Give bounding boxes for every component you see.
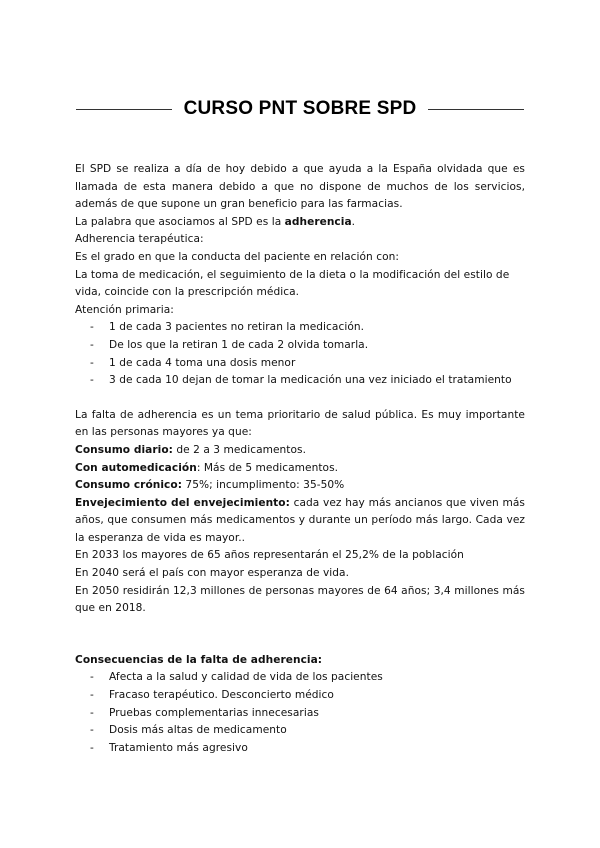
title-rule-right bbox=[428, 109, 524, 110]
consequences-heading: Consecuencias de la falta de adherencia: bbox=[75, 653, 323, 666]
definition-line: Es el grado en que la conducta del paciente en relación con: bbox=[75, 250, 399, 263]
list-item: - 1 de cada 4 toma una dosis menor bbox=[90, 356, 296, 369]
intro-paragraph: El SPD se realiza a día de hoy debido a que ayuda a la España olvidada que es llamada de esta manera debido a que no dispone de muchos de los servicios, además de que supone un gran beneficio para las farmacias. bbox=[75, 163, 525, 211]
consequences-list bbox=[75, 669, 525, 757]
spacer bbox=[75, 390, 525, 407]
primary-care-label: Atención primaria: bbox=[75, 303, 174, 316]
adherence-sentence: La palabra que asociamos al SPD es la adherencia. bbox=[75, 215, 356, 228]
page-title: CURSO PNT SOBRE SPD bbox=[183, 98, 417, 119]
chronic-consumption-line: Consumo crónico: 75%; incumplimento: 35-50% bbox=[75, 479, 345, 492]
list-item: - Fracaso terapéutico. Desconcierto médico bbox=[90, 689, 334, 702]
non-adherence-paragraph: La falta de adherencia es un tema prioritario de salud pública. Es muy importante en las personas mayores ya que: bbox=[75, 408, 525, 439]
definition-detail: La toma de medicación, el seguimiento de la dieta o la modificación del estilo de vida, coincide con la prescripción médica. bbox=[75, 268, 510, 299]
year-2040-line: En 2040 será el país con mayor esperanza de vida. bbox=[75, 567, 350, 580]
list-item: - Dosis más altas de medicamento bbox=[90, 724, 287, 737]
list-item: - Pruebas complementarias innecesarias bbox=[90, 706, 319, 719]
list-item: - De los que la retiran 1 de cada 2 olvida tomarla. bbox=[90, 338, 369, 351]
list-item: - Afecta a la salud y calidad de vida de los pacientes bbox=[90, 671, 383, 684]
adherence-keyword: adherencia bbox=[284, 215, 352, 228]
title-rule-left bbox=[76, 109, 172, 110]
aging-paragraph: Envejecimiento del envejecimiento: cada vez hay más ancianos que viven más años, que consumen más medicamentos y durante un período más largo. Cada vez la esperanza de vida es mayor.. bbox=[75, 496, 525, 544]
therapeutic-adherence-label: Adherencia terapéutica: bbox=[75, 233, 204, 246]
daily-consumption-line: Consumo diario: de 2 a 3 medicamentos. bbox=[75, 443, 307, 456]
self-medication-line: Con automedicación: Más de 5 medicamentos. bbox=[75, 461, 339, 474]
list-item: - 3 de cada 10 dejan de tomar la medicación una vez iniciado el tratamiento bbox=[90, 374, 512, 387]
year-2050-line: En 2050 residirán 12,3 millones de personas mayores de 64 años; 3,4 millones más que en 2018. bbox=[75, 584, 525, 615]
title-row bbox=[76, 96, 524, 122]
spacer bbox=[75, 618, 525, 652]
primary-care-list bbox=[75, 319, 525, 389]
list-item: - Tratamiento más agresivo bbox=[90, 741, 248, 754]
document-body bbox=[75, 161, 525, 757]
list-item: - 1 de cada 3 pacientes no retiran la medicación. bbox=[90, 321, 365, 334]
year-2033-line: En 2033 los mayores de 65 años representarán el 25,2% de la población bbox=[75, 549, 464, 562]
